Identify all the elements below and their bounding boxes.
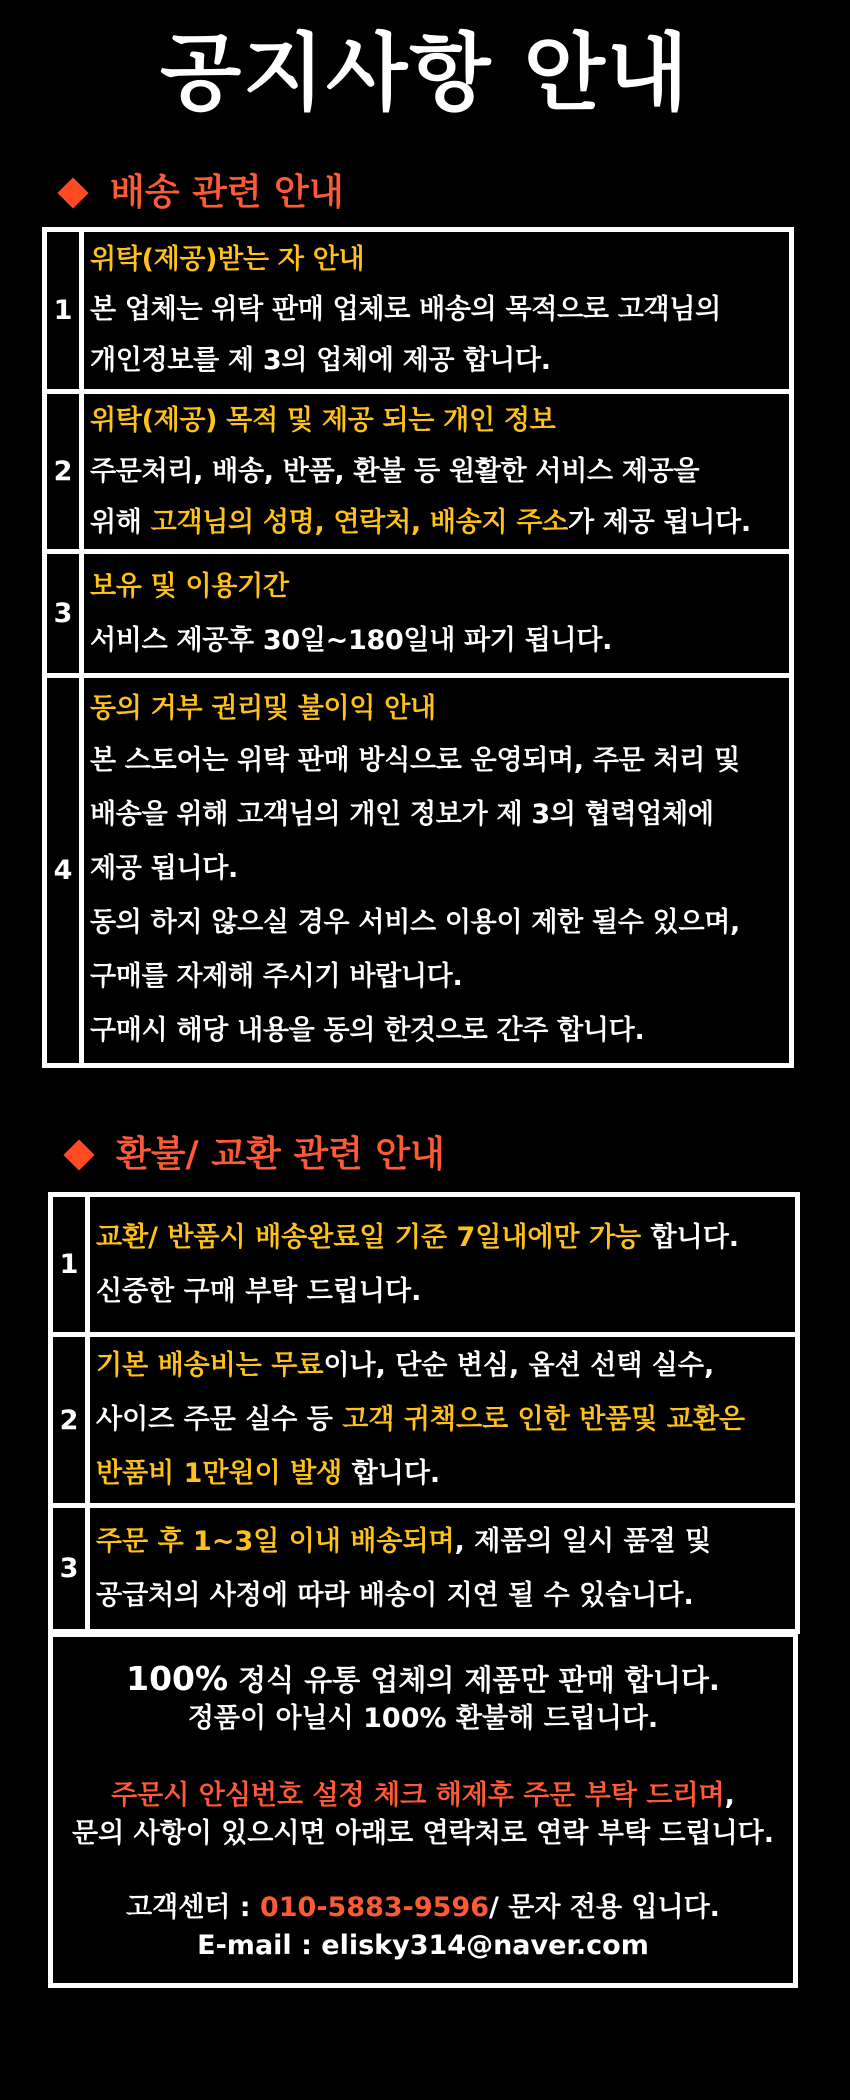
table-row — [51, 1195, 798, 1335]
notice-text: , — [724, 1780, 735, 1811]
table-row — [51, 1506, 798, 1632]
section-heading-label: 환불/ 교환 관련 안내 — [116, 1134, 445, 1175]
row-text: 본 스토어는 위탁 판매 방식으로 운영되며, 주문 처리 및 — [90, 744, 740, 776]
row-content — [82, 552, 792, 676]
row-text-highlight: 교환/ 반품시 배송완료일 기준 7일내에만 가능 — [96, 1221, 642, 1253]
table-row — [45, 676, 792, 1066]
row-text: 서비스 제공후 30일~180일내 파기 됩니다. — [90, 624, 613, 656]
notice-emphasis: 100% — [126, 1659, 229, 1698]
row-text: 개인정보를 제 3의 업체에 제공 합니다. — [90, 344, 551, 376]
row-text: 동의 하지 않으실 경우 서비스 이용이 제한 될수 있으며, — [90, 906, 740, 938]
notice-line — [53, 1777, 793, 1815]
row-content — [82, 230, 792, 392]
notice-line — [53, 1659, 793, 1700]
row-header: 위탁(제공)받는 자 안내 — [90, 243, 365, 275]
section-heading-label: 배송 관련 안내 — [110, 172, 344, 213]
row-text: 주문처리, 배송, 반품, 환불 등 원활한 서비스 제공을 — [90, 455, 700, 487]
row-text-part: 위해 — [90, 506, 151, 538]
row-header: 위탁(제공) 목적 및 제공 되는 개인 정보 — [90, 404, 556, 436]
section-heading-refund — [62, 1132, 445, 1178]
row-number: 3 — [45, 552, 82, 676]
row-number: 2 — [51, 1335, 88, 1506]
row-text: 본 업체는 위탁 판매 업체로 배송의 목적으로 고객님의 — [90, 293, 721, 325]
row-text-part: 사이즈 주문 실수 등 — [96, 1404, 343, 1435]
notice-line: 문의 사항이 있으시면 아래로 연락처로 연락 부탁 드립니다. — [71, 1818, 775, 1849]
row-text: 구매시 해당 내용을 동의 한것으로 간주 합니다. — [90, 1014, 645, 1046]
shipping-info-table — [42, 227, 794, 1068]
row-text: 제공 됩니다. — [90, 852, 238, 884]
row-number: 1 — [45, 230, 82, 392]
row-text — [90, 499, 785, 547]
row-number: 3 — [51, 1506, 88, 1632]
page-title: 공지사항 안내 — [159, 24, 691, 122]
row-text — [96, 1393, 791, 1447]
contact-label: 고객센터 : — [126, 1892, 260, 1923]
row-header: 보유 및 이용기간 — [90, 570, 289, 602]
notice-box — [48, 1632, 798, 1988]
row-content — [82, 676, 792, 1066]
row-text-highlight: 고객 귀책으로 인한 반품및 교환은 — [342, 1404, 746, 1435]
table-row — [45, 392, 792, 552]
diamond-icon — [57, 177, 88, 208]
table-row — [51, 1335, 798, 1506]
row-text — [96, 1515, 791, 1569]
row-text — [96, 1211, 791, 1265]
refund-info-table — [48, 1192, 800, 1634]
contact-line — [53, 1889, 793, 1927]
row-content — [88, 1195, 798, 1335]
diamond-icon — [63, 1139, 94, 1170]
notice-text: 정식 유통 업체의 제품만 판매 합니다. — [228, 1663, 720, 1697]
row-text: 구매를 자제해 주시기 바랍니다. — [90, 960, 463, 992]
row-text-part: 합니다. — [342, 1458, 441, 1489]
notice-warning: 주문시 안심번호 설정 체크 해제후 주문 부탁 드리며 — [111, 1780, 725, 1811]
notice-line: 정품이 아닐시 100% 환불해 드립니다. — [187, 1703, 659, 1734]
row-number: 2 — [45, 392, 82, 552]
row-content — [88, 1335, 798, 1506]
row-text: 신중한 구매 부탁 드립니다. — [96, 1275, 422, 1307]
row-number: 4 — [45, 676, 82, 1066]
row-header: 동의 거부 권리및 불이익 안내 — [90, 692, 436, 724]
row-content — [82, 392, 792, 552]
row-text — [96, 1447, 791, 1501]
email-line[interactable]: E-mail : elisky314@naver.com — [197, 1930, 649, 1961]
row-text: 배송을 위해 고객님의 개인 정보가 제 3의 협력업체에 — [90, 798, 714, 830]
contact-note: / 문자 전용 입니다. — [489, 1892, 720, 1923]
row-text-highlight: 고객님의 성명, 연락처, 배송지 주소 — [150, 506, 568, 538]
table-row — [45, 552, 792, 676]
row-content — [88, 1506, 798, 1632]
row-text: 공급처의 사정에 따라 배송이 지연 될 수 있습니다. — [96, 1579, 694, 1611]
row-number: 1 — [51, 1195, 88, 1335]
row-text-part: 가 제공 됩니다. — [567, 506, 751, 538]
row-text-highlight: 기본 배송비는 무료 — [96, 1350, 324, 1381]
row-text-part: 이나, 단순 변심, 옵션 선택 실수, — [323, 1350, 715, 1381]
row-text-part: 합니다. — [641, 1221, 740, 1253]
row-text-highlight: 반품비 1만원이 발생 — [96, 1458, 343, 1489]
section-heading-shipping — [56, 170, 344, 216]
table-row — [45, 230, 792, 392]
row-text-part: , 제품의 일시 품절 및 — [454, 1525, 712, 1557]
row-text-highlight: 주문 후 1~3일 이내 배송되며 — [96, 1525, 455, 1557]
phone-number[interactable]: 010-5883-9596 — [259, 1892, 490, 1923]
row-text — [96, 1339, 791, 1393]
